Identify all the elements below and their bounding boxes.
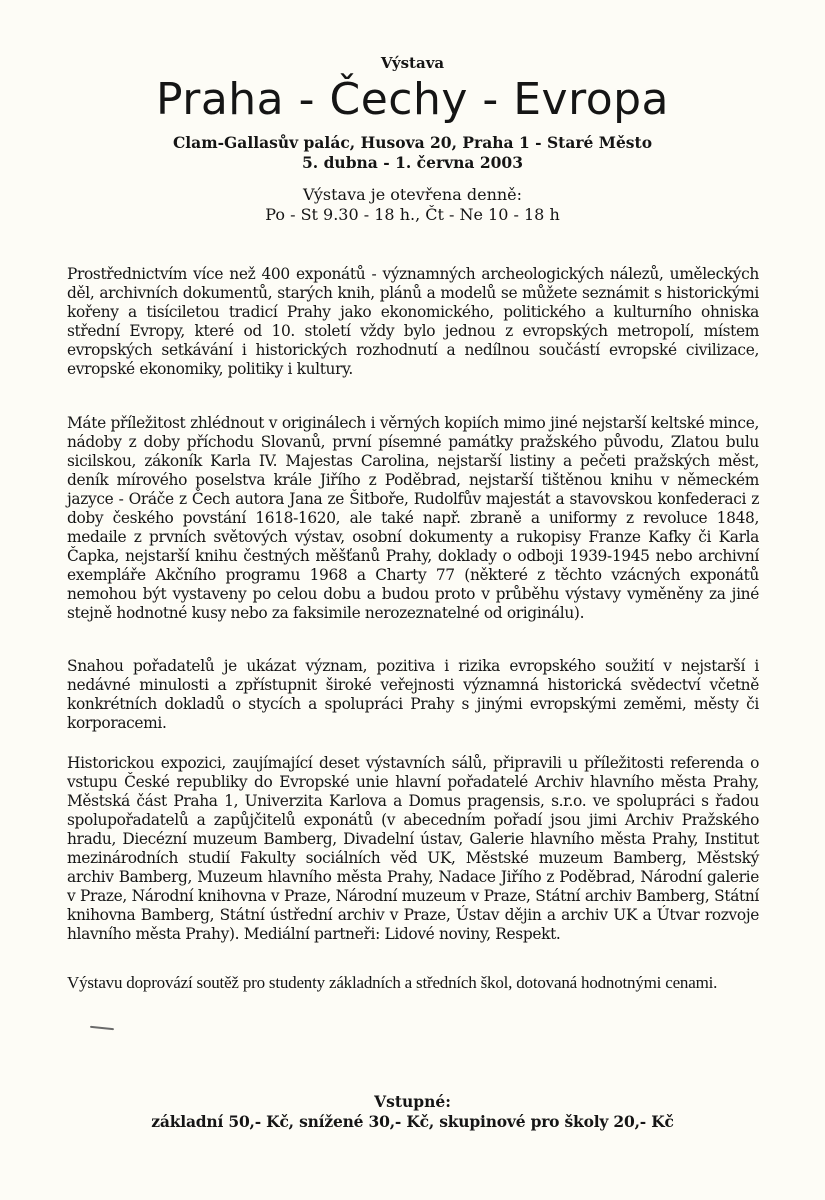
paragraph-student-competition: Výstavu doprovází soutěž pro studenty základních a středních škol, dotovaná hodnotnými cenami.	[67, 973, 718, 992]
venue-address: Clam-Gallasův palác, Husova 20, Praha 1 - Staré Město	[172, 133, 653, 152]
opening-hours-label: Výstava je otevřena denně:	[302, 185, 523, 204]
exhibition-title: Praha - Čechy - Evropa	[155, 74, 670, 125]
exhibition-kicker: Výstava	[380, 54, 445, 72]
paragraph-organizers-aim: Snahou pořadatelů je ukázat význam, pozitiva i rizika evropského soužití v nejstarší i nedávné minulosti a zpřístupnit široké veřejnosti významná historická svědectví včetně konkrétních dokladů o stycích a spolupráci Prahy s jinými evropskými zeměmi, městy či korporacemi.	[67, 657, 759, 732]
paragraph-exhibits-intro: Prostřednictvím více než 400 exponátů - významných archeologických nálezů, uměleckých děl, archivních dokumentů, starých knih, plánů a modelů se můžete seznámit s historickými kořeny a tisíciletou tradicí Prahy jako ekonomického, politického a kulturního ohniska střední Evropy, které od 10. století vždy bylo jednou z evropských metropolí, místem evropských setkávání i historických rozhodnutí a nedílnou součástí evropské civilizace, evropské ekonomiky, politiky i kultury.	[67, 265, 759, 378]
venue-block	[0, 133, 825, 173]
pen-mark	[90, 1026, 114, 1030]
paragraph-organizers-partners: Historickou expozici, zaujímající deset výstavních sálů, připravili u příležitosti referenda o vstupu České republiky do Evropské unie hlavní pořadatelé Archiv hlavního města Prahy, Městská část Praha 1, Univerzita Karlova a Domus pragensis, s.r.o. ve spolupráci s řadou spolupořadatelů a zapůjčitelů exponátů (v abecedním pořadí jsou jimi Archiv Pražského hradu, Diecézní muzeum Bamberg, Divadelní ústav, Galerie hlavního města Prahy, Institut mezinárodních studií Fakulty sociálních věd UK, Městské muzeum Bamberg, Městský archiv Bamberg, Muzeum hlavního města Prahy, Nadace Jiřího z Poděbrad, Národní galerie v Praze, Národní knihovna v Praze, Národní muzeum v Praze, Státní archiv Bamberg, Státní knihovna Bamberg, Státní ústřední archiv v Praze, Ústav dějin a archiv UK a Útvar rozvoje hlavního města Prahy). Mediální partneři: Lidové noviny, Respekt.	[67, 754, 759, 943]
opening-hours-block	[0, 185, 825, 225]
admission-prices: základní 50,- Kč, snížené 30,- Kč, skupinové pro školy 20,- Kč	[151, 1112, 674, 1131]
admission-block	[0, 1092, 825, 1132]
exhibition-dates: 5. dubna - 1. června 2003	[302, 153, 523, 172]
admission-title: Vstupné:	[374, 1092, 451, 1111]
opening-hours: Po - St 9.30 - 18 h., Čt - Ne 10 - 18 h	[265, 205, 560, 224]
paragraph-exhibit-highlights: Máte příležitost zhlédnout v originálech i věrných kopiích mimo jiné nejstarší keltské mince, nádoby z doby příchodu Slovanů, první písemné památky pražského původu, Zlatou bulu sicilskou, zákoník Karla IV. Majestas Carolina, nejstarší listiny a pečeti pražských měst, deník mírového poselstva krále Jiřího z Poděbrad, nejstarší tištěnou knihu v německém jazyce - Oráče z Čech autora Jana ze Šitboře, Rudolfův majestát a stavovskou konfederaci z doby českého povstání 1618-1620, ale také např. zbraně a uniformy z revoluce 1848, medaile z prvních světových výstav, osobní dokumenty a rukopisy Franze Kafky či Karla Čapka, nejstarší knihu čestných měšťanů Prahy, doklady o odboji 1939-1945 nebo archivní exempláře Akčního programu 1968 a Charty 77 (některé z těchto vzácných exponátů nemohou být vystaveny po celou dobu a budou proto v průběhu výstavy vyměněny za jiné stejně hodnotné kusy nebo za faksimile nerozeznatelné od originálu).	[67, 414, 759, 622]
